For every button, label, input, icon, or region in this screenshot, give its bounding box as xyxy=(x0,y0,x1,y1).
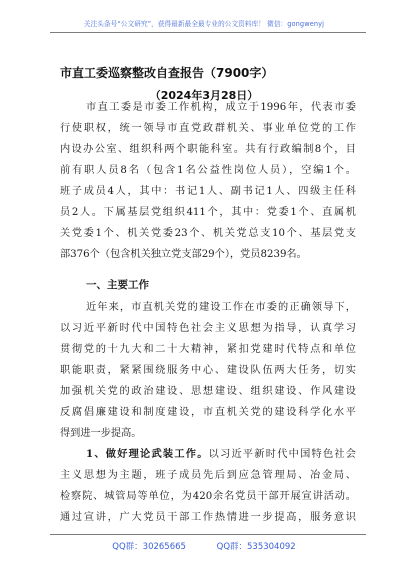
paragraph-line: 近年来，市直机关党的建设工作在市委的正确领导下， xyxy=(86,302,356,313)
paragraph-line: 行使职权，统一领导市直党政群机关、事业单位党的工作 xyxy=(60,123,356,134)
footer-contact xyxy=(0,540,408,552)
paragraph-line: 前有职人员8名（包含1名公益性岗位人员），空编1个。 xyxy=(60,165,356,176)
paragraph-line: 通过宣讲，广大党员干部工作热情进一步提高，服务意识 xyxy=(60,512,356,523)
paragraph-line: 检察院、城管局等单位，为420余名党员干部开展宣讲活动。 xyxy=(60,491,356,502)
paragraph-line: 班子成员4人，其中：书记1人、副书记1人、四级主任科 xyxy=(60,186,356,197)
section-heading: 一、主要工作 xyxy=(86,279,149,291)
paragraph-line: 贯彻党的十九大和二十大精神，紧扣党建时代特点和单位 xyxy=(60,344,356,355)
paragraph-line: 市直工委是市委工作机构，成立于1996年，代表市委 xyxy=(86,102,356,113)
header-divider xyxy=(50,32,366,33)
paragraph-line: 职能职责，紧紧围绕服务中心、建设队伍两大任务，切实 xyxy=(60,365,356,376)
paragraph-line: 反腐倡廉建设和制度建设，市直机关党的建设科学化水平 xyxy=(60,407,356,418)
paragraph-line: 加强机关党的政治建设、思想建设、组织建设、作风建设 xyxy=(60,386,356,397)
paragraph-line: 关党委1个、机关党委23个、机关党总支10个、基层党支 xyxy=(60,228,356,239)
paragraph-line: 主义思想为主题，班子成员先后到应急管理局、冶金局、 xyxy=(60,470,356,481)
paragraph-lead-heading: 1、做好理论武装工作。 xyxy=(86,448,209,460)
page-title: 市直工委巡察整改自查报告（7900字） xyxy=(60,66,274,80)
paragraph-line: 部376个（包含机关独立党支部29个），党员8239名。 xyxy=(60,249,307,260)
footer-qq-group-2: QQ群：535304092 xyxy=(216,542,296,552)
paragraph-line: 以习近平新时代中国特色社会主义思想为指导，认真学习 xyxy=(60,323,356,334)
paragraph-lead-rest: 以习近平新时代中国特色社会 xyxy=(208,449,356,460)
report-date: （2024年3月28日） xyxy=(149,89,259,102)
footer-divider xyxy=(50,534,366,535)
paragraph-line: 内设办公室、组织科两个职能科室。共有行政编制8个，目 xyxy=(60,144,356,155)
footer-qq-group-1: QQ群：30265665 xyxy=(112,542,186,552)
paragraph-line: 员2人。下属基层党组织411个，其中：党委1个、直属机 xyxy=(60,207,356,218)
paragraph-line xyxy=(86,448,356,461)
paragraph-line: 得到进一步提高。 xyxy=(60,428,142,439)
header-promo-note: 关注头条号“公文研究”，获得最新最全最专业的公文资料库！ 微信：gongwenyj xyxy=(83,20,325,28)
